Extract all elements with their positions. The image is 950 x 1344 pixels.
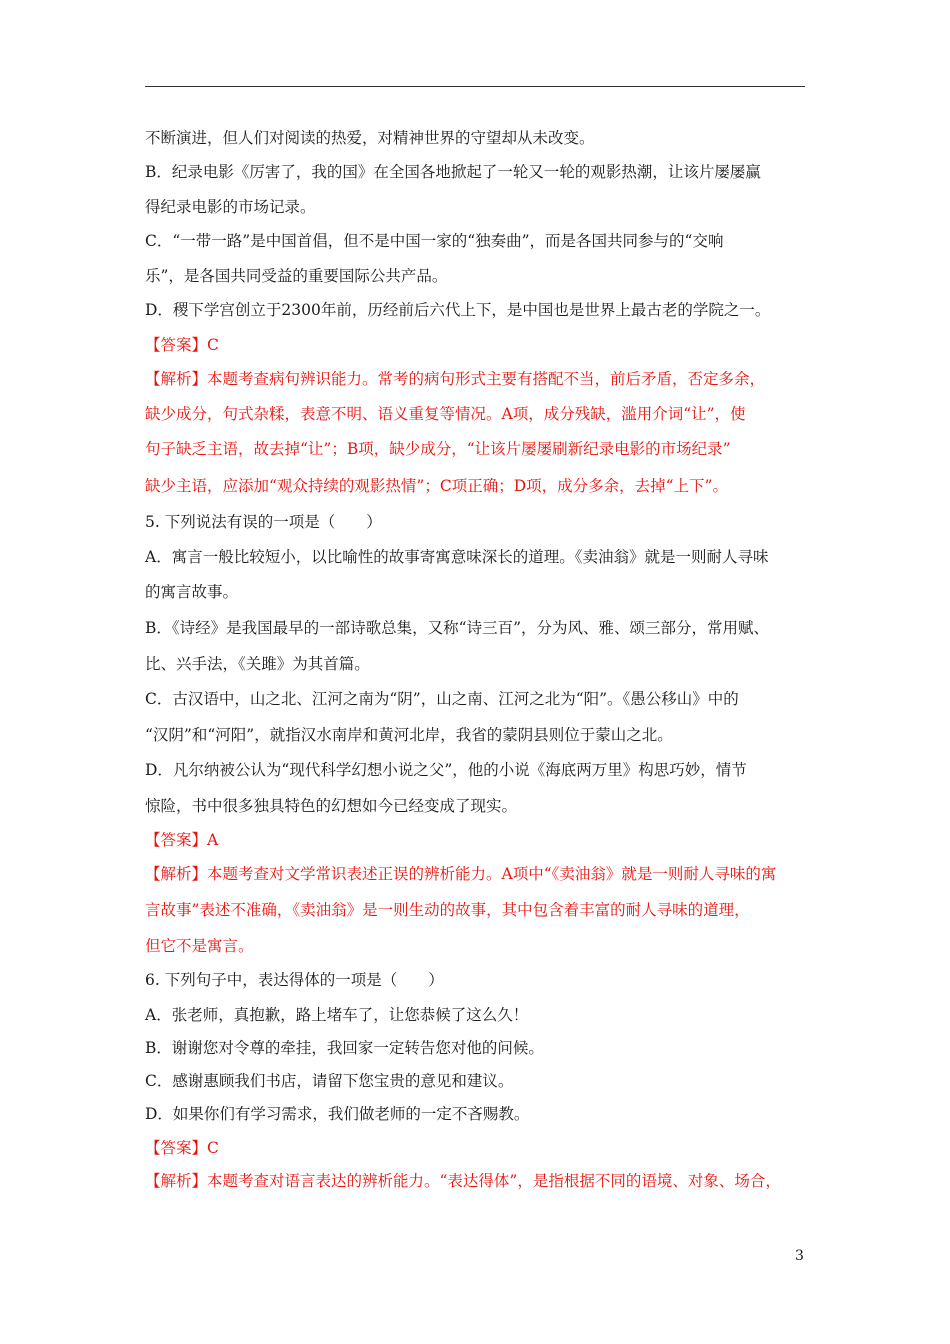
text-line: 乐”，是各国共同受益的重要国际公共产品。 [145,267,448,285]
option-b-line: B．《诗经》是我国最早的一部诗歌总集，又称“诗三百”，分为风、雅、颂三部分，常用赋、 [145,619,769,637]
option-a-line: A．寓言一般比较短小，以比喻性的故事寄寓意味深长的道理。《卖油翁》就是一则耐人寻味 [145,548,769,566]
analysis-line: 句子缺乏主语，故去掉“让”；B项，缺少成分，“让该片屡屡刷新纪录电影的市场纪录” [145,440,731,458]
header-rule [145,86,805,87]
analysis-line: 【解析】本题考查对语言表达的辨析能力。“表达得体”，是指根据不同的语境、对象、场合， [145,1172,781,1190]
option-a-line: A．张老师，真抱歉，路上堵车了，让您恭候了这么久！ [145,1006,529,1024]
text-line: 得纪录电影的市场记录。 [145,198,316,216]
option-c-line: C．感谢惠顾我们书店，请留下您宝贵的意见和建议。 [145,1072,514,1090]
text-line: 比、兴手法，《关雎》为其首篇。 [145,655,370,673]
analysis-line: 【解析】本题考查病句辨识能力。常考的病句形式主要有搭配不当，前后矛盾，否定多余， [145,370,766,388]
answer-label: 【答案】C [145,1139,219,1157]
text-line: “汉阴”和“河阳”，就指汉水南岸和黄河北岸，我省的蒙阴县则位于蒙山之北。 [145,726,673,744]
analysis-line: 但它不是寓言。 [145,937,254,955]
analysis-line: 缺少主语，应添加“观众持续的观影热情”；C项正确；D项，成分多余，去掉“上下”。 [145,477,728,495]
text-line: 惊险，书中很多独具特色的幻想如今已经变成了现实。 [145,797,518,815]
analysis-line: 【解析】本题考查对文学常识表述正误的辨析能力。A项中“《卖油翁》就是一则耐人寻味的寓 [145,865,777,883]
option-b-line: B．纪录电影《厉害了，我的国》在全国各地掀起了一轮又一轮的观影热潮，让该片屡屡赢 [145,163,761,181]
question-6-title: 6. 下列句子中，表达得体的一项是（ ） [145,971,444,989]
question-5-title: 5. 下列说法有误的一项是（ ） [145,513,382,531]
option-c-line: C．“一带一路”是中国首倡，但不是中国一家的“独奏曲”，而是各国共同参与的“交响 [145,232,724,250]
option-b-line: B．谢谢您对令尊的牵挂，我回家一定转告您对他的问候。 [145,1039,544,1057]
option-d-line: D．稷下学宫创立于2300年前，历经前后六代上下，是中国也是世界上最古老的学院之一。 [145,301,771,319]
analysis-line: 缺少成分，句式杂糅，表意不明、语义重复等情况。A项，成分残缺，滥用介词“让”，使 [145,405,746,423]
option-d-line: D．凡尔纳被公认为“现代科学幻想小说之父”，他的小说《海底两万里》构思巧妙，情节 [145,761,747,779]
page-number: 3 [795,1248,804,1264]
text-line: 不断演进，但人们对阅读的热爱，对精神世界的守望却从未改变。 [145,129,595,147]
option-c-line: C．古汉语中，山之北、江河之南为“阴”，山之南、江河之北为“阳”。《愚公移山》中的 [145,690,739,708]
analysis-line: 言故事”表述不准确，《卖油翁》是一则生动的故事，其中包含着丰富的耐人寻味的道理， [145,901,750,919]
option-d-line: D．如果你们有学习需求，我们做老师的一定不吝赐教。 [145,1105,530,1123]
answer-label: 【答案】C [145,336,219,354]
text-line: 的寓言故事。 [145,583,239,601]
answer-label: 【答案】A [145,831,219,849]
